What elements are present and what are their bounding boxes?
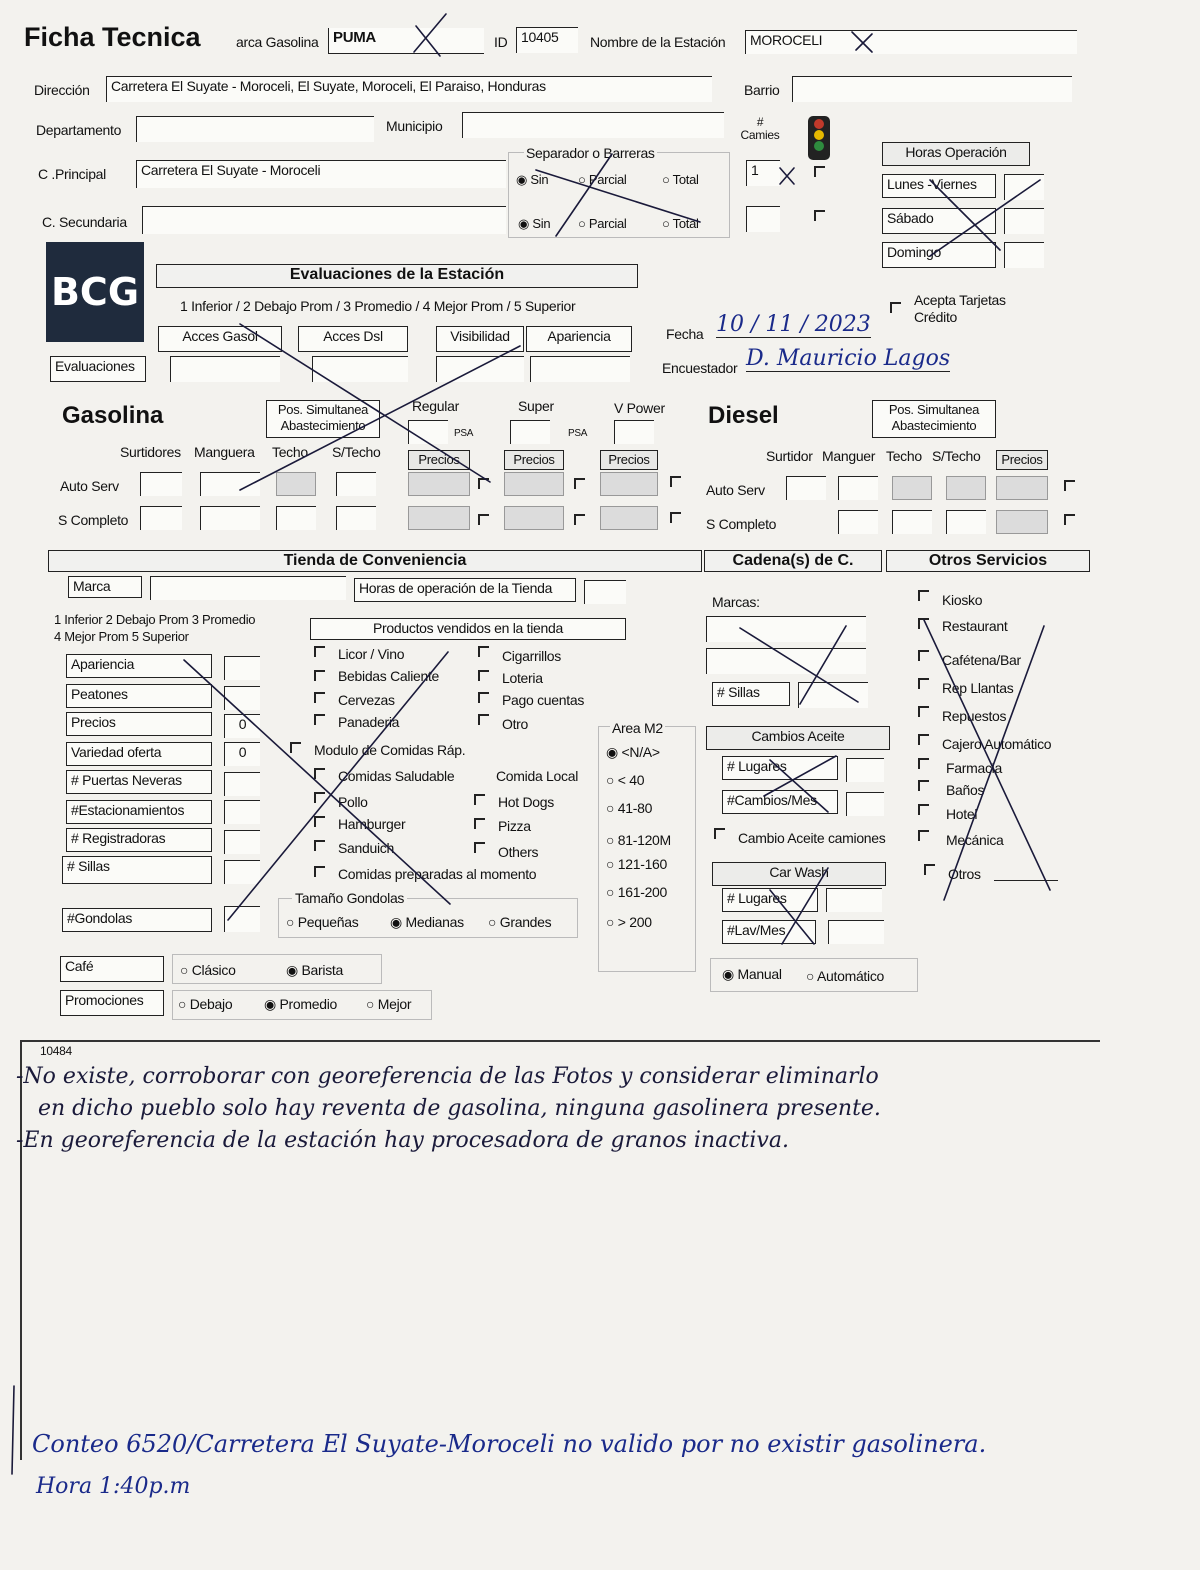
opt-label: Total	[672, 172, 699, 187]
gasolina-regular-label: Regular	[412, 398, 459, 414]
tienda-gondolas-field[interactable]	[224, 906, 260, 932]
eval-visibilidad-field[interactable]	[436, 356, 524, 382]
prod-loteria-check[interactable]	[478, 670, 489, 681]
municipio-field[interactable]	[462, 112, 724, 138]
gasolina-col-manguera: Manguera	[194, 444, 255, 460]
area-81-120[interactable]: ○ 81-120M	[606, 832, 671, 848]
diesel-pos-label: Pos. Simultanea Abastecimiento	[872, 400, 996, 438]
tienda-registradoras-field[interactable]	[224, 830, 260, 854]
diesel-precios: Precios	[996, 450, 1048, 470]
tienda-apariencia-label: Apariencia	[66, 654, 212, 678]
wash-automatico[interactable]: ○ Automático	[806, 968, 885, 984]
gasolina-regular-pos-field[interactable]	[408, 420, 448, 444]
otros-cafeteria-check[interactable]	[918, 650, 929, 661]
tienda-peatones-field[interactable]	[224, 686, 260, 710]
separador-secundaria-sin[interactable]: ◉ Sin	[518, 216, 551, 231]
opt-label: Manual	[737, 966, 782, 982]
opt-label: 161-200	[617, 884, 668, 900]
note-line-1: -No existe, corroborar con georeferencia de las Fotos y considerar eliminarlo	[16, 1064, 879, 1089]
tarjetas-label: Acepta Tarjetas Crédito	[914, 292, 1006, 325]
municipio-label: Municipio	[386, 118, 443, 134]
dsl-as-stecho[interactable]	[946, 476, 986, 500]
otros-cajero-label: Cajero Automático	[942, 736, 1052, 752]
fecha-label: Fecha	[666, 326, 704, 342]
area-161-200[interactable]: ○ 161-200	[606, 884, 668, 900]
horas-sabado-label: Sábado	[882, 208, 996, 234]
departamento-field[interactable]	[136, 116, 374, 142]
horas-domingo-label: Domingo	[882, 242, 996, 268]
otros-hotel-label: Hotel	[946, 806, 978, 822]
tienda-horas-field[interactable]	[584, 580, 626, 604]
tienda-sillas-field[interactable]	[224, 860, 260, 884]
cadena-sillas-label: # Sillas	[712, 682, 790, 706]
gas-sc-check-vpower[interactable]	[670, 512, 681, 523]
area-121-160[interactable]: ○ 121-160	[606, 856, 668, 872]
tienda-scale-1: 1 Inferior 2 Debajo Prom 3 Promedio	[54, 612, 256, 627]
secundaria-field[interactable]	[142, 206, 506, 234]
evaluaciones-title: Evaluaciones de la Estación	[156, 264, 638, 288]
comida-saludable-check[interactable]	[314, 768, 325, 779]
gas-as-stecho[interactable]	[336, 472, 376, 496]
gasolina-col-techo: Techo	[272, 444, 308, 460]
otros-llantas-label: Rep Llantas	[942, 680, 1014, 696]
gas-as-precio-regular[interactable]	[408, 472, 470, 496]
nombre-field[interactable]: MOROCELI	[745, 30, 1077, 54]
gas-sc-surtidores[interactable]	[140, 506, 182, 530]
opt-label: <N/A>	[621, 744, 660, 760]
tienda-title: Tienda de Conveniencia	[48, 550, 702, 572]
departamento-label: Departamento	[36, 122, 122, 138]
principal-field[interactable]: Carretera El Suyate - Moroceli	[136, 160, 506, 188]
gas-as-manguera[interactable]	[200, 472, 260, 496]
comida-saludable-label: Comidas Saludable	[338, 768, 455, 784]
aceite-title: Cambios Aceite	[706, 726, 890, 750]
gasolina-row-scompleto: S Completo	[58, 512, 129, 528]
otros-farmacia-label: Farmacia	[946, 760, 1002, 776]
opt-label: 41-80	[617, 800, 653, 816]
gas-as-precio-vpower[interactable]	[600, 472, 658, 496]
horas-sabado-field[interactable]	[1004, 208, 1044, 234]
gasolina-pos-label: Pos. Simultanea Abastecimiento	[266, 400, 380, 438]
comida-others-check[interactable]	[474, 842, 485, 853]
opt-label: Pequeñas	[297, 914, 359, 930]
secundaria-label: C. Secundaria	[42, 214, 127, 230]
otros-mecanica-check[interactable]	[918, 830, 929, 841]
otros-restaurant-check[interactable]	[918, 618, 929, 629]
dsl-as-manguer[interactable]	[838, 476, 878, 500]
opt-label: Grandes	[499, 914, 552, 930]
opt-label: Medianas	[405, 914, 464, 930]
comida-hotdogs-label: Hot Dogs	[498, 794, 554, 810]
mark-margin-line	[12, 1386, 14, 1474]
otros-repuestos-check[interactable]	[918, 706, 929, 717]
aceite-camiones-check[interactable]	[714, 828, 725, 839]
tienda-peatones-label: Peatones	[66, 684, 212, 708]
tienda-puertas-field[interactable]	[224, 772, 260, 796]
otros-repuestos-label: Repuestos	[942, 708, 1007, 724]
opt-label: Mejor	[377, 996, 412, 1012]
opt-label: < 40	[617, 772, 645, 788]
gasolina-precios-vpower: Precios	[600, 450, 658, 470]
comida-pizza-label: Pizza	[498, 818, 531, 834]
horas-lunes-field[interactable]	[1004, 174, 1044, 200]
gas-sc-stecho[interactable]	[336, 506, 376, 530]
tienda-puertas-label: # Puertas Neveras	[66, 770, 212, 794]
wash-manual[interactable]: ◉ Manual	[722, 966, 782, 982]
opt-label: Promedio	[279, 996, 338, 1012]
area-frame	[598, 726, 696, 972]
gondolas-medianas[interactable]: ◉ Medianas	[390, 914, 464, 930]
camiones-field[interactable]: 1	[746, 160, 780, 186]
otros-title: Otros Servicios	[886, 550, 1090, 572]
opt-label: Parcial	[588, 172, 627, 187]
camiones-checkbox-2[interactable]	[814, 210, 825, 221]
comida-hamburger-label: Hamburger	[338, 816, 406, 832]
dsl-sc-precio[interactable]	[996, 510, 1048, 534]
eval-acces-gasol-field[interactable]	[170, 356, 280, 382]
tienda-marca-label: Marca	[68, 576, 142, 598]
diesel-col-manguer: Manguer	[822, 448, 876, 464]
otros-otros-check[interactable]	[924, 864, 935, 875]
prod-otro-label: Otro	[502, 716, 529, 732]
opt-label: Total	[672, 216, 699, 231]
prod-bebidas-label: Bebidas Caliente	[338, 668, 440, 684]
prod-cervezas-check[interactable]	[314, 692, 325, 703]
otros-hotel-check[interactable]	[918, 804, 929, 815]
aceite-lugares-label: # Lugares	[722, 756, 838, 780]
gas-as-precio-super[interactable]	[504, 472, 564, 496]
comida-pollo-check[interactable]	[314, 792, 325, 803]
cadena-marcas-label: Marcas:	[712, 594, 760, 610]
dsl-as-precio[interactable]	[996, 476, 1048, 500]
otros-restaurant-label: Restaurant	[942, 618, 1008, 634]
tienda-estacionamientos-label: #Estacionamientos	[66, 800, 212, 824]
eval-col-acces-dsl: Acces Dsl	[298, 326, 408, 352]
promo-debajo[interactable]: ○ Debajo	[178, 996, 233, 1012]
tienda-horas-label: Horas de operación de la Tienda	[354, 578, 576, 602]
mark-x-camiones	[780, 168, 794, 184]
separador-secundaria-parcial[interactable]: ○ Parcial	[578, 216, 627, 231]
separador-secundaria-total[interactable]: ○ Total	[662, 216, 699, 231]
tienda-precios-field[interactable]: 0	[224, 714, 260, 738]
prod-licor-label: Licor / Vino	[338, 646, 405, 662]
comida-local-label: Comida Local	[496, 768, 578, 784]
cafe-label: Café	[60, 956, 164, 982]
prod-pago-label: Pago cuentas	[502, 692, 585, 708]
diesel-col-surtidor: Surtidor	[766, 448, 813, 464]
cadena-marca-field-2[interactable]	[706, 648, 866, 674]
comida-hotdogs-check[interactable]	[474, 794, 485, 805]
area-41-80[interactable]: ○ 41-80	[606, 800, 653, 816]
tienda-variedad-field[interactable]: 0	[224, 742, 260, 766]
tienda-variedad-label: Variedad oferta	[66, 742, 212, 766]
horas-lunes-label: Lunes -Viernes	[882, 174, 996, 198]
opt-label: Clásico	[191, 962, 236, 978]
diesel-col-stecho: S/Techo	[932, 448, 981, 464]
separador-principal-parcial[interactable]: ○ Parcial	[578, 172, 627, 187]
id-field[interactable]: 10405	[516, 27, 578, 53]
otros-mecanica-label: Mecánica	[946, 832, 1004, 848]
gas-sc-manguera[interactable]	[200, 506, 260, 530]
prod-cigarrillos-check[interactable]	[478, 646, 489, 657]
carwash-lav-label: #Lav/Mes	[722, 920, 816, 944]
tienda-apariencia-field[interactable]	[224, 656, 260, 680]
nombre-label: Nombre de la Estación	[590, 34, 726, 50]
dsl-sc-stecho[interactable]	[946, 510, 986, 534]
gondolas-grandes[interactable]: ○ Grandes	[488, 914, 552, 930]
eval-acces-dsl-field[interactable]	[312, 356, 408, 382]
cafe-clasico[interactable]: ○ Clásico	[180, 962, 236, 978]
separador-title: Separador o Barreras	[526, 145, 655, 161]
dsl-sc-techo[interactable]	[892, 510, 932, 534]
opt-label: Sin	[530, 172, 549, 187]
cafe-barista[interactable]: ◉ Barista	[286, 962, 343, 978]
tienda-estacionamientos-field[interactable]	[224, 800, 260, 824]
note-line-3: -En georeferencia de la estación hay procesadora de granos inactiva.	[16, 1128, 789, 1153]
separador-principal-sin[interactable]: ◉ Sin	[516, 172, 549, 187]
comida-preparadas-check[interactable]	[314, 866, 325, 877]
gas-sc-techo[interactable]	[276, 506, 316, 530]
tienda-precios-label: Precios	[66, 712, 212, 736]
barrio-label: Barrio	[744, 82, 780, 98]
promociones-label: Promociones	[60, 990, 164, 1016]
evaluaciones-row-label: Evaluaciones	[50, 356, 146, 382]
bcg-logo: BCG	[46, 242, 144, 342]
comida-sanduich-check[interactable]	[314, 840, 325, 851]
comida-pollo-label: Pollo	[338, 794, 368, 810]
otros-llantas-check[interactable]	[918, 678, 929, 689]
dsl-sc-check[interactable]	[1064, 514, 1075, 525]
direccion-label: Dirección	[34, 82, 90, 98]
dsl-as-surtidor[interactable]	[786, 476, 826, 500]
eval-col-apariencia: Apariencia	[526, 326, 632, 352]
gas-as-surtidores[interactable]	[140, 472, 182, 496]
opt-label: Automático	[816, 968, 885, 984]
gas-as-check-regular[interactable]	[478, 478, 489, 489]
area-lt40[interactable]: ○ < 40	[606, 772, 645, 788]
prod-cigarrillos-label: Cigarrillos	[502, 648, 561, 664]
productos-title: Productos vendidos en la tienda	[310, 618, 626, 640]
area-gt200[interactable]: ○ > 200	[606, 914, 652, 930]
opt-label: Barista	[301, 962, 343, 978]
prod-panaderia-check[interactable]	[314, 714, 325, 725]
id-label: ID	[494, 34, 508, 50]
cadena-marca-field-1[interactable]	[706, 616, 866, 642]
footer-note-2: Hora 1:40p.m	[36, 1474, 191, 1499]
gasolina-super-pos-field[interactable]	[510, 420, 550, 444]
tienda-marca-field[interactable]	[150, 576, 346, 600]
gas-as-techo[interactable]	[276, 472, 316, 496]
modulo-check[interactable]	[290, 742, 301, 753]
otros-cafeteria-label: Cafétena/Bar	[942, 652, 1021, 668]
prod-otro-check[interactable]	[478, 714, 489, 725]
form-title: Ficha Tecnica	[24, 22, 201, 52]
opt-label: 121-160	[617, 856, 668, 872]
diesel-col-techo: Techo	[886, 448, 922, 464]
prod-cervezas-label: Cervezas	[338, 692, 395, 708]
separador-principal-total[interactable]: ○ Total	[662, 172, 699, 187]
gasolina-super-label: Super	[518, 398, 554, 414]
comida-hamburger-check[interactable]	[314, 816, 325, 827]
tarjetas-checkbox[interactable]	[890, 302, 901, 313]
gasolina-col-stecho: S/Techo	[332, 444, 381, 460]
gasolina-precios-super: Precios	[504, 450, 564, 470]
prod-loteria-label: Loteria	[502, 670, 543, 686]
opt-label: Parcial	[588, 216, 627, 231]
barrio-field[interactable]	[792, 76, 1072, 102]
gasolina-vpower-pos-field[interactable]	[614, 420, 654, 444]
gas-sc-check-regular[interactable]	[478, 514, 489, 525]
gasolina-precios-regular: Precios	[408, 450, 470, 470]
psa-label-2: PSA	[568, 428, 588, 439]
tienda-sillas-label: # Sillas	[62, 856, 212, 884]
aceite-cambios-label: #Cambios/Mes	[722, 790, 838, 814]
dsl-as-check[interactable]	[1064, 480, 1075, 491]
gas-sc-precio-regular[interactable]	[408, 506, 470, 530]
footer-note-1: Conteo 6520/Carretera El Suyate-Moroceli no valido por no existir gasolinera.	[32, 1430, 987, 1458]
cadena-title: Cadena(s) de C.	[704, 550, 882, 572]
gas-as-check-super[interactable]	[574, 478, 585, 489]
dsl-sc-manguer[interactable]	[838, 510, 878, 534]
tienda-gondolas-label: #Gondolas	[62, 908, 212, 932]
principal-label: C .Principal	[38, 166, 106, 182]
tienda-scale-2: 4 Mejor Prom 5 Superior	[54, 629, 189, 644]
comida-pizza-check[interactable]	[474, 818, 485, 829]
gondolas-pequenas[interactable]: ○ Pequeñas	[286, 914, 359, 930]
gasolina-title: Gasolina	[62, 402, 164, 429]
horas-domingo-field[interactable]	[1004, 242, 1044, 268]
aceite-lugares-field[interactable]	[846, 758, 884, 782]
otros-farmacia-check[interactable]	[918, 758, 929, 769]
opt-label: Sin	[532, 216, 551, 231]
traffic-light-icon	[808, 116, 830, 160]
gas-sc-precio-super[interactable]	[504, 506, 564, 530]
carwash-lugares-label: # Lugares	[722, 888, 818, 912]
camiones-field-2[interactable]	[746, 206, 780, 232]
marca-field[interactable]: PUMA	[328, 28, 484, 54]
otros-kiosko-label: Kiosko	[942, 592, 983, 608]
comida-others-label: Others	[498, 844, 539, 860]
comida-preparadas-label: Comidas preparadas al momento	[338, 866, 537, 882]
prod-bebidas-check[interactable]	[314, 670, 325, 681]
otros-banos-check[interactable]	[918, 780, 929, 791]
gas-as-check-vpower[interactable]	[670, 476, 681, 487]
otros-cajero-check[interactable]	[918, 734, 929, 745]
camiones-checkbox[interactable]	[814, 166, 825, 177]
aceite-camiones-label: Cambio Aceite camiones	[738, 830, 886, 846]
eval-apariencia-field[interactable]	[530, 356, 630, 382]
gasolina-col-surtidores: Surtidores	[120, 444, 181, 460]
diesel-title: Diesel	[708, 402, 779, 429]
aceite-cambios-field[interactable]	[846, 792, 884, 816]
otros-banos-label: Baños	[946, 782, 985, 798]
opt-label: > 200	[617, 914, 652, 930]
note-line-2: en dicho pueblo solo hay reventa de gasolina, ninguna gasolinera presente.	[38, 1096, 881, 1121]
prod-pago-check[interactable]	[478, 692, 489, 703]
otros-otros-field[interactable]	[994, 880, 1058, 881]
prod-licor-check[interactable]	[314, 646, 325, 657]
direccion-field[interactable]: Carretera El Suyate - Moroceli, El Suyate, Moroceli, El Paraiso, Honduras	[106, 76, 712, 102]
evaluaciones-scale: 1 Inferior / 2 Debajo Prom / 3 Promedio / 4 Mejor Prom / 5 Superior	[180, 298, 576, 314]
carwash-lav-field[interactable]	[828, 920, 884, 944]
carwash-lugares-field[interactable]	[826, 888, 882, 912]
fecha-value[interactable]: 10 / 11 / 2023	[716, 312, 871, 337]
area-na[interactable]: ◉ <N/A>	[606, 744, 660, 760]
gondolas-title: Tamaño Gondolas	[292, 890, 407, 906]
gas-sc-check-super[interactable]	[574, 514, 585, 525]
gasolina-vpower-label: V Power	[614, 400, 665, 416]
eval-col-visibilidad: Visibilidad	[436, 326, 524, 352]
notes-id-tag: 10484	[40, 1044, 72, 1058]
modulo-label: Modulo de Comidas Ráp.	[314, 742, 466, 758]
promo-mejor[interactable]: ○ Mejor	[366, 996, 412, 1012]
tienda-registradoras-label: # Registradoras	[66, 828, 212, 852]
comida-sanduich-label: Sanduich	[338, 840, 394, 856]
otros-kiosko-check[interactable]	[918, 590, 929, 601]
dsl-as-techo[interactable]	[892, 476, 932, 500]
encuestador-value[interactable]: D. Mauricio Lagos	[746, 346, 951, 371]
marca-label: arca Gasolina	[236, 34, 319, 50]
encuestador-label: Encuestador	[662, 360, 738, 376]
eval-col-acces-gasol: Acces Gasol	[158, 326, 282, 352]
diesel-row-autoserv: Auto Serv	[706, 482, 765, 498]
camiones-label: # Camies	[740, 115, 780, 142]
prod-panaderia-label: Panaderia	[338, 714, 400, 730]
carwash-title: Car Wash	[712, 862, 886, 886]
horas-title: Horas Operación	[882, 142, 1030, 166]
diesel-row-scompleto: S Completo	[706, 516, 777, 532]
otros-otros-label: Otros	[948, 866, 981, 882]
gasolina-row-autoserv: Auto Serv	[60, 478, 119, 494]
area-title: Area M2	[612, 720, 663, 736]
gas-sc-precio-vpower[interactable]	[600, 506, 658, 530]
psa-label-1: PSA	[454, 428, 474, 439]
opt-label: Debajo	[189, 996, 233, 1012]
cadena-sillas-field[interactable]	[798, 682, 868, 708]
opt-label: 81-120M	[617, 832, 671, 848]
promo-promedio[interactable]: ◉ Promedio	[264, 996, 338, 1012]
